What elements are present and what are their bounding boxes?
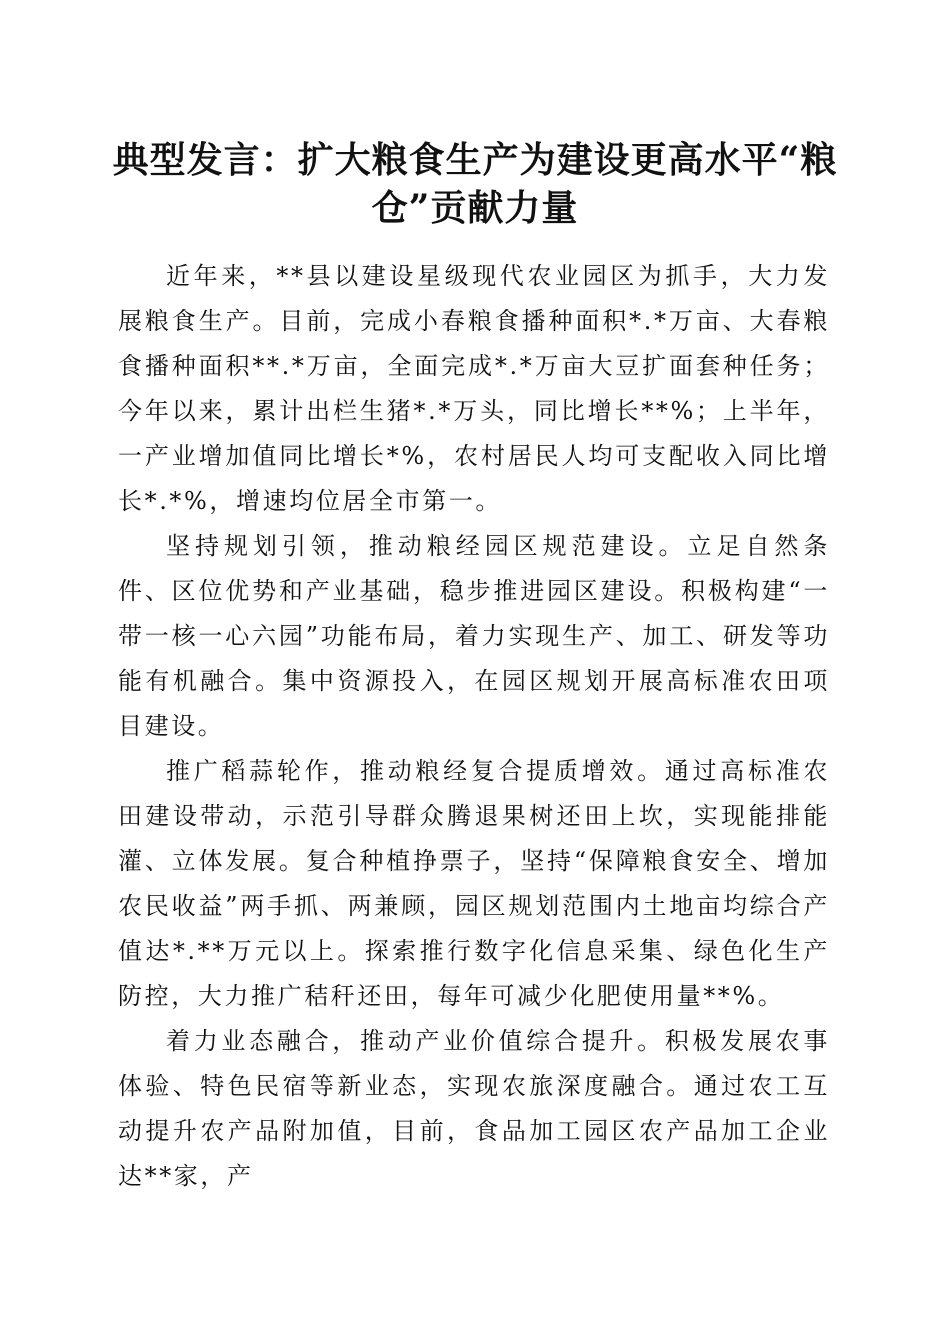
paragraph-intro: 近年来，**县以建设星级现代农业园区为抓手，大力发展粮食生产。目前，完成小春粮食播种面积*.*万亩、大春粮食播种面积**.*万亩，全面完成*.*万亩大豆扩面套种任务；今年以来，累计出栏生猪*.*万头，同比增长**%；上半年，一产业增加值同比增长*%，农村居民人均可支配收入同比增长*.*%，增速均位居全市第一。: [118, 262, 830, 515]
document-title: 典型发言：扩大粮食生产为建设更高水平“粮仓”贡献力量: [112, 139, 838, 229]
paragraph-rotation: 推广稻蒜轮作，推动粮经复合提质增效。通过高标准农田建设带动，示范引导群众腾退果树还田上坎，实现能排能灌、立体发展。复合种植挣票子，坚持“保障粮食安全、增加农民收益”两手抓、两兼顾，园区规划范围内土地亩均综合产值达*.**万元以上。探索推行数字化信息采集、绿色化生产防控，大力推广秸秆还田，每年可减少化肥使用量**%。: [118, 757, 830, 1010]
paragraph-integration: 着力业态融合，推动产业价值综合提升。积极发展农事体验、特色民宿等新业态，实现农旅深度融合。通过农工互动提升农产品附加值，目前，食品加工园区农产品加工企业达**家，产: [118, 1027, 830, 1190]
paragraph-planning: 坚持规划引领，推动粮经园区规范建设。立足自然条件、区位优势和产业基础，稳步推进园区建设。积极构建“一带一核一心六园”功能布局，着力实现生产、加工、研发等功能有机融合。集中资源投入，在园区规划开展高标准农田项目建设。: [118, 532, 830, 740]
document-body: [118, 254, 830, 1199]
